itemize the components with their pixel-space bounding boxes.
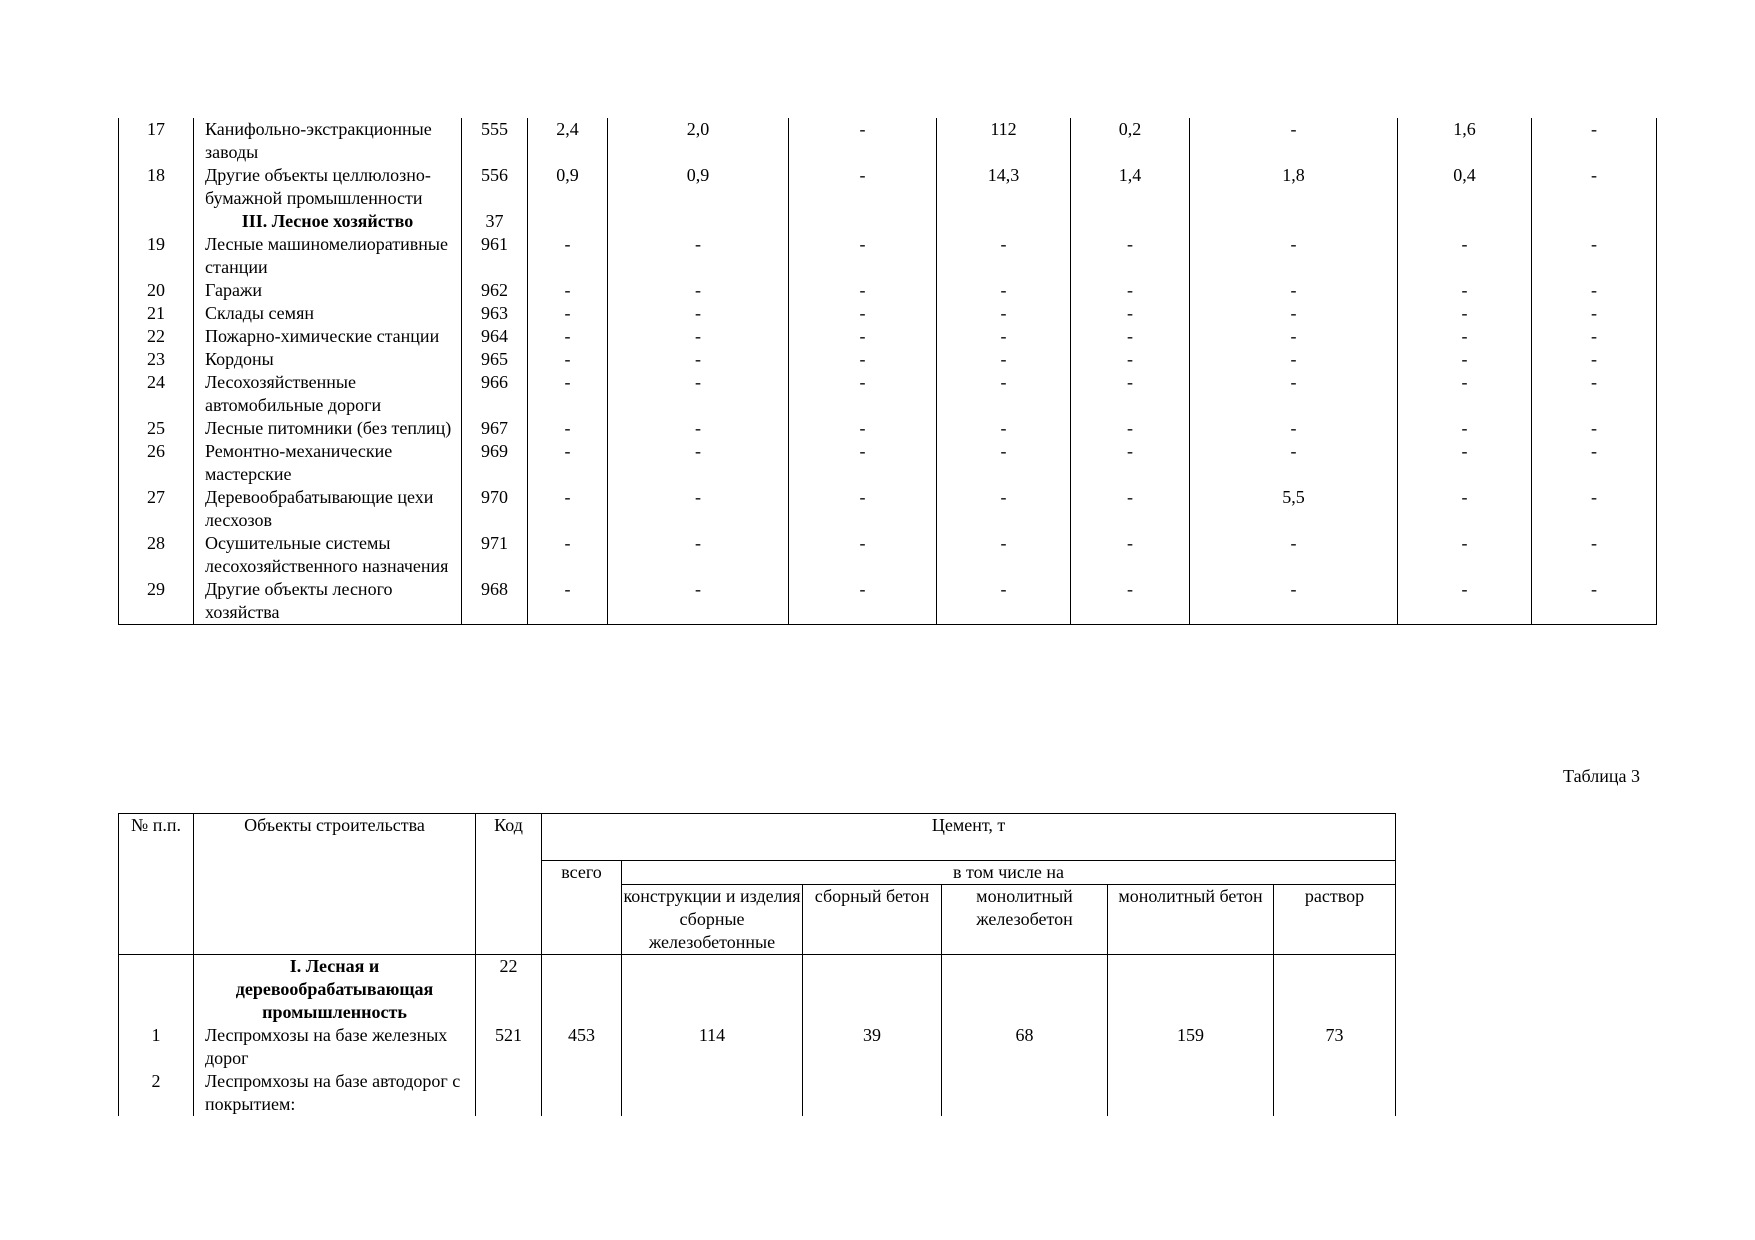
value-cell: 1,8 xyxy=(1190,164,1398,210)
table-row xyxy=(119,371,1657,417)
value-cell: 5,5 xyxy=(1190,486,1398,532)
value-cell: - xyxy=(608,371,789,417)
object-code: 22 xyxy=(476,955,542,1025)
value-cell: 2,0 xyxy=(608,118,789,164)
object-name: Кордоны xyxy=(194,348,462,371)
value-cell xyxy=(528,210,608,233)
value-cell: - xyxy=(1398,371,1532,417)
value-cell: - xyxy=(1532,348,1657,371)
value-cell: - xyxy=(937,325,1071,348)
value-cell: - xyxy=(1398,417,1532,440)
row-number: 20 xyxy=(119,279,194,302)
value-cell: - xyxy=(789,417,937,440)
value-cell: - xyxy=(1071,486,1190,532)
value-cell: - xyxy=(528,417,608,440)
table-row xyxy=(119,348,1657,371)
section-title: III. Лесное хозяйство xyxy=(194,210,462,233)
row-number: 22 xyxy=(119,325,194,348)
value-cell: - xyxy=(1190,118,1398,164)
object-name: Другие объекты целлюлозно-бумажной промышленности xyxy=(194,164,462,210)
value-cell: - xyxy=(1071,532,1190,578)
value-cell: 0,2 xyxy=(1071,118,1190,164)
value-cell: - xyxy=(1532,164,1657,210)
row-number: 24 xyxy=(119,371,194,417)
value-cell: - xyxy=(1071,279,1190,302)
section-title: I. Лесная и деревообрабатывающая промышленность xyxy=(194,955,476,1025)
value-cell: - xyxy=(1190,440,1398,486)
value-cell xyxy=(937,210,1071,233)
value-cell xyxy=(1532,210,1657,233)
value-cell xyxy=(942,955,1108,1025)
value-cell: - xyxy=(528,279,608,302)
value-cell: 0,4 xyxy=(1398,164,1532,210)
value-cell: - xyxy=(528,371,608,417)
row-number: 28 xyxy=(119,532,194,578)
header-objects: Объекты строительства xyxy=(194,814,476,955)
value-cell: - xyxy=(1532,532,1657,578)
object-code: 966 xyxy=(462,371,528,417)
value-cell: - xyxy=(1190,279,1398,302)
value-cell: - xyxy=(528,486,608,532)
value-cell xyxy=(542,1070,622,1116)
row-number xyxy=(119,955,194,1025)
value-cell: 1,4 xyxy=(1071,164,1190,210)
value-cell: - xyxy=(1071,440,1190,486)
value-cell: - xyxy=(1532,302,1657,325)
section-row xyxy=(119,955,1396,1025)
value-cell xyxy=(803,955,942,1025)
table-caption: Таблица 3 xyxy=(1563,766,1640,786)
value-cell: - xyxy=(528,302,608,325)
value-cell: - xyxy=(528,348,608,371)
object-name: Канифольно-экстракционные заводы xyxy=(194,118,462,164)
value-cell: - xyxy=(937,233,1071,279)
value-cell: 0,9 xyxy=(608,164,789,210)
header-including: в том числе на xyxy=(622,861,1396,885)
value-cell: - xyxy=(1398,578,1532,625)
value-cell: - xyxy=(528,578,608,625)
value-cell xyxy=(1274,955,1396,1025)
value-cell: - xyxy=(937,417,1071,440)
value-cell: - xyxy=(528,325,608,348)
value-cell xyxy=(803,1070,942,1116)
value-cell: - xyxy=(1532,578,1657,625)
value-cell: - xyxy=(789,279,937,302)
table-row xyxy=(119,118,1657,164)
value-cell xyxy=(1398,210,1532,233)
table-row xyxy=(119,233,1657,279)
value-cell xyxy=(942,1070,1108,1116)
table-row xyxy=(119,440,1657,486)
materials-table-continued xyxy=(118,118,1657,625)
value-cell: - xyxy=(937,486,1071,532)
value-cell: - xyxy=(1532,440,1657,486)
cement-table xyxy=(118,813,1396,1116)
object-code: 969 xyxy=(462,440,528,486)
object-name: Лесные машиномелиоративные станции xyxy=(194,233,462,279)
value-cell: 114 xyxy=(622,1024,803,1070)
value-cell: - xyxy=(937,371,1071,417)
value-cell: 2,4 xyxy=(528,118,608,164)
table-row xyxy=(119,279,1657,302)
table-row xyxy=(119,1024,1396,1070)
object-code: 968 xyxy=(462,578,528,625)
header-code: Код xyxy=(476,814,542,955)
value-cell: - xyxy=(1071,417,1190,440)
value-cell xyxy=(542,955,622,1025)
value-cell: - xyxy=(1532,118,1657,164)
value-cell: 68 xyxy=(942,1024,1108,1070)
row-number: 21 xyxy=(119,302,194,325)
header-cement: Цемент, т xyxy=(542,814,1396,861)
value-cell: 0,9 xyxy=(528,164,608,210)
value-cell: - xyxy=(608,532,789,578)
object-code xyxy=(476,1070,542,1116)
value-cell: - xyxy=(789,532,937,578)
value-cell: - xyxy=(1398,325,1532,348)
object-name: Пожарно-химические станции xyxy=(194,325,462,348)
object-code: 961 xyxy=(462,233,528,279)
value-cell: - xyxy=(789,578,937,625)
value-cell: - xyxy=(608,233,789,279)
row-number: 19 xyxy=(119,233,194,279)
object-code: 37 xyxy=(462,210,528,233)
value-cell: - xyxy=(1190,371,1398,417)
value-cell: - xyxy=(1398,348,1532,371)
value-cell: - xyxy=(1190,578,1398,625)
value-cell: - xyxy=(1398,440,1532,486)
table-row xyxy=(119,417,1657,440)
value-cell: 1,6 xyxy=(1398,118,1532,164)
value-cell: - xyxy=(1398,486,1532,532)
table-row xyxy=(119,164,1657,210)
value-cell: - xyxy=(1071,233,1190,279)
value-cell: - xyxy=(1071,578,1190,625)
value-cell: - xyxy=(937,578,1071,625)
object-code: 962 xyxy=(462,279,528,302)
value-cell: - xyxy=(1190,325,1398,348)
value-cell: - xyxy=(789,348,937,371)
object-code: 967 xyxy=(462,417,528,440)
header-total: всего xyxy=(542,861,622,955)
value-cell xyxy=(1190,210,1398,233)
object-name: Деревообрабатывающие цехи лесхозов xyxy=(194,486,462,532)
row-number: 27 xyxy=(119,486,194,532)
value-cell: - xyxy=(528,532,608,578)
object-name: Гаражи xyxy=(194,279,462,302)
value-cell: - xyxy=(789,302,937,325)
row-number: 26 xyxy=(119,440,194,486)
value-cell: - xyxy=(789,486,937,532)
value-cell: - xyxy=(789,440,937,486)
object-code: 971 xyxy=(462,532,528,578)
header-precast-rc: конструкции и изделия сборные железобетонные xyxy=(622,885,803,955)
value-cell: - xyxy=(1190,302,1398,325)
table-row xyxy=(119,578,1657,625)
object-code: 964 xyxy=(462,325,528,348)
value-cell xyxy=(1071,210,1190,233)
value-cell: 73 xyxy=(1274,1024,1396,1070)
table-row xyxy=(119,325,1657,348)
value-cell: - xyxy=(1398,279,1532,302)
value-cell: - xyxy=(1071,348,1190,371)
object-name: Лесные питомники (без теплиц) xyxy=(194,417,462,440)
value-cell: 112 xyxy=(937,118,1071,164)
value-cell: - xyxy=(1190,233,1398,279)
row-number: 2 xyxy=(119,1070,194,1116)
object-name: Другие объекты лесного хозяйства xyxy=(194,578,462,625)
header-precast-concrete: сборный бетон xyxy=(803,885,942,955)
object-name: Склады семян xyxy=(194,302,462,325)
object-name: Леспромхозы на базе железных дорог xyxy=(194,1024,476,1070)
row-number: 29 xyxy=(119,578,194,625)
value-cell: - xyxy=(937,440,1071,486)
value-cell: - xyxy=(789,233,937,279)
value-cell xyxy=(1274,1070,1396,1116)
value-cell xyxy=(622,1070,803,1116)
value-cell: - xyxy=(608,279,789,302)
value-cell: 453 xyxy=(542,1024,622,1070)
value-cell: - xyxy=(608,578,789,625)
value-cell: - xyxy=(608,302,789,325)
object-code: 555 xyxy=(462,118,528,164)
value-cell: - xyxy=(1398,302,1532,325)
value-cell: - xyxy=(1071,302,1190,325)
value-cell: - xyxy=(937,279,1071,302)
object-name: Лесохозяйственные автомобильные дороги xyxy=(194,371,462,417)
row-number xyxy=(119,210,194,233)
header-mortar: раствор xyxy=(1274,885,1396,955)
object-code: 521 xyxy=(476,1024,542,1070)
value-cell xyxy=(622,955,803,1025)
value-cell: - xyxy=(1071,325,1190,348)
value-cell: - xyxy=(528,440,608,486)
value-cell: - xyxy=(1071,371,1190,417)
object-code: 556 xyxy=(462,164,528,210)
value-cell xyxy=(608,210,789,233)
value-cell: - xyxy=(1532,233,1657,279)
value-cell: - xyxy=(608,348,789,371)
value-cell: - xyxy=(1190,417,1398,440)
value-cell: - xyxy=(608,486,789,532)
header-monolithic-rc: монолитный железобетон xyxy=(942,885,1108,955)
value-cell: - xyxy=(789,325,937,348)
value-cell: - xyxy=(608,325,789,348)
row-number: 17 xyxy=(119,118,194,164)
value-cell: - xyxy=(1532,371,1657,417)
value-cell: - xyxy=(608,440,789,486)
header-number: № п.п. xyxy=(119,814,194,955)
value-cell: - xyxy=(1532,325,1657,348)
row-number: 23 xyxy=(119,348,194,371)
object-code: 963 xyxy=(462,302,528,325)
row-number: 25 xyxy=(119,417,194,440)
object-code: 965 xyxy=(462,348,528,371)
table-row xyxy=(119,486,1657,532)
value-cell: - xyxy=(937,302,1071,325)
value-cell xyxy=(789,210,937,233)
object-name: Леспромхозы на базе автодорог с покрытием: xyxy=(194,1070,476,1116)
header-monolithic-concrete: монолитный бетон xyxy=(1108,885,1274,955)
table-row xyxy=(119,1070,1396,1116)
value-cell: - xyxy=(937,532,1071,578)
value-cell: - xyxy=(789,164,937,210)
value-cell: 14,3 xyxy=(937,164,1071,210)
object-code: 970 xyxy=(462,486,528,532)
value-cell: - xyxy=(1532,279,1657,302)
value-cell: - xyxy=(1532,486,1657,532)
value-cell: - xyxy=(1398,532,1532,578)
table-row xyxy=(119,532,1657,578)
value-cell: - xyxy=(1398,233,1532,279)
value-cell: - xyxy=(1190,532,1398,578)
value-cell: - xyxy=(1532,417,1657,440)
value-cell xyxy=(1108,955,1274,1025)
value-cell: - xyxy=(608,417,789,440)
object-name: Ремонтно-механические мастерские xyxy=(194,440,462,486)
value-cell: - xyxy=(1190,348,1398,371)
row-number: 18 xyxy=(119,164,194,210)
table-row xyxy=(119,302,1657,325)
object-name: Осушительные системы лесохозяйственного назначения xyxy=(194,532,462,578)
section-row xyxy=(119,210,1657,233)
value-cell xyxy=(1108,1070,1274,1116)
value-cell: 159 xyxy=(1108,1024,1274,1070)
value-cell: - xyxy=(789,371,937,417)
value-cell: 39 xyxy=(803,1024,942,1070)
value-cell: - xyxy=(789,118,937,164)
row-number: 1 xyxy=(119,1024,194,1070)
value-cell: - xyxy=(937,348,1071,371)
value-cell: - xyxy=(528,233,608,279)
